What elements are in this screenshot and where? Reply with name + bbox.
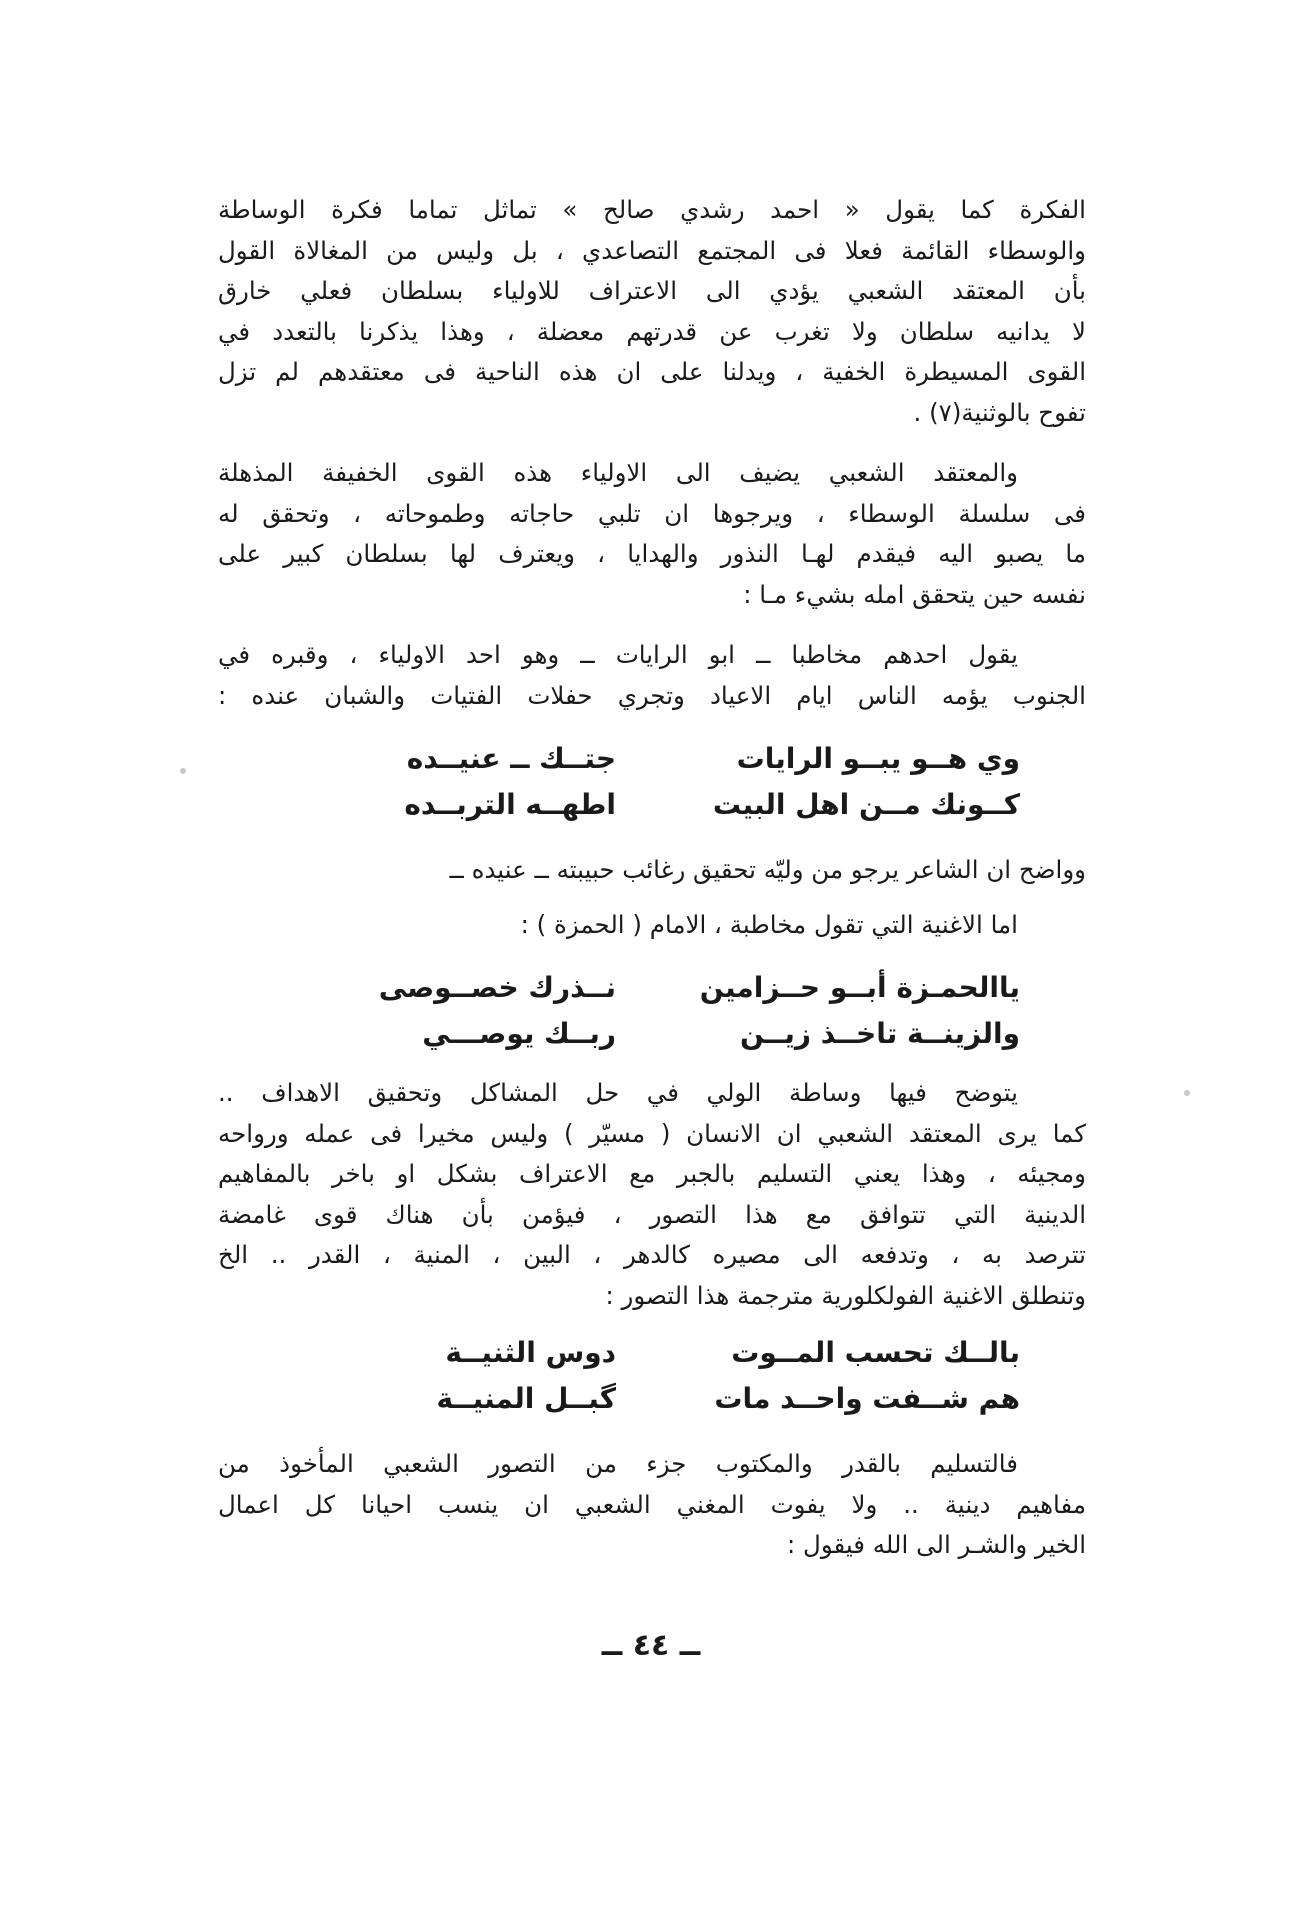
verse-hemistich: دوس الثنيــة [445, 1336, 616, 1369]
page-body [218, 190, 1086, 1566]
paragraph-6 [218, 1073, 1086, 1316]
verse-hemistich: وي هــو يبــو الرايات [736, 742, 1020, 775]
text-line: الجنوب يؤمه الناس ايام الاعياد وتجري حفلات الفتيات والشبان عنده : [218, 680, 1086, 710]
text-line: وتنطلق الاغنية الفولكلورية مترجمة هذا التصور : [605, 1280, 1086, 1310]
paragraph-4 [218, 850, 1086, 891]
text-line: لا يدانيه سلطان ولا تغرب عن قدرتهم معضلة ، وهذا يذكرنا بالتعدد في [218, 316, 1086, 346]
verse-hemistich: ياالحمـزة أبــو حــزامين [699, 971, 1020, 1004]
verse-hemistich: نــذرك خصــوصى [378, 971, 616, 1004]
text-line: فالتسليم بالقدر والمكتوب جزء من التصور الشعبي المأخوذ من [218, 1449, 1018, 1478]
text-line: الدينية التي تتوافق مع هذا التصور ، فيؤمن بأن هناك قوى غامضة [218, 1199, 1086, 1229]
text-line: القوى المسيطرة الخفية ، ويدلنا على ان هذه الناحية فى معتقدهم لم تزل [218, 357, 1086, 386]
text-line: ما يصبو اليه فيقدم لهـا النذور والهدايا ، ويعترف لها بسلطان كبير على [218, 539, 1086, 568]
text-line: ومجيئه ، وهذا يعني التسليم بالجبر مع الاعتراف بشكل او باخر بالمفاهيم [218, 1159, 1086, 1188]
text-line: كما يرى المعتقد الشعبي ان الانسان ( مسيّر ) وليس مخيرا فى عمله ورواحه [218, 1118, 1086, 1148]
paragraph-1 [218, 190, 1086, 433]
text-line: يتوضح فيها وساطة الولي في حل المشاكل وتحقيق الاهداف .. [218, 1078, 1018, 1107]
paragraph-2 [218, 453, 1086, 615]
text-line: تترصد به ، وتدفعه الى مصيره كالدهر ، البين ، المنية ، القدر .. الخ [218, 1240, 1086, 1269]
verse-hemistich: بالــك تحسب المــوت [731, 1336, 1020, 1369]
text-line: مفاهيم دينية .. ولا يفوت المغني الشعبي ان ينسب احيانا كل اعمال [218, 1489, 1086, 1519]
verse-hemistich: ربــك يوصـــي [422, 1017, 616, 1050]
text-line: وواضح ان الشاعر يرجو من وليّه تحقيق رغائب حبيبته ــ عنيده ــ [449, 855, 1086, 884]
paragraph-5 [218, 905, 1086, 946]
verse-hemistich: والزينــة تاخــذ زيــن [740, 1017, 1020, 1050]
verse-3 [218, 1330, 1086, 1424]
verse-hemistich: جتــك ــ عنيــده [406, 742, 616, 775]
verse-1 [218, 736, 1086, 830]
verse-hemistich: هم شــفت واحــد مات [714, 1382, 1020, 1415]
text-line: اما الاغنية التي تقول مخاطبة ، الامام ( الحمزة ) : [520, 909, 1018, 939]
text-line: والوسطاء القائمة فعلا فى المجتمع التصاعدي ، بل وليس من المغالاة القول [218, 235, 1086, 265]
text-line: تفوح بالوثنية(٧) . [913, 397, 1086, 427]
paragraph-7 [218, 1444, 1086, 1566]
text-line: الخير والشـر الى الله فيقول : [786, 1530, 1086, 1559]
verse-hemistich: اطهــه التربــده [404, 788, 616, 821]
text-line: الفكرة كما يقول « احمد رشدي صالح » تماثل تماما فكرة الوساطة [218, 195, 1086, 224]
text-line: نفسه حين يتحقق امله بشيء مـا : [743, 579, 1086, 609]
text-line: فى سلسلة الوسطاء ، ويرجوها ان تلبي حاجاته وطموحاته ، وتحقق له [218, 498, 1086, 528]
verse-hemistich: كــونك مــن اهل البيت [712, 788, 1020, 821]
text-line: بأن المعتقد الشعبي يؤدي الى الاعتراف للاولياء بسلطان فعلي خارق [218, 276, 1086, 305]
verse-hemistich: گبــل المنيــة [436, 1382, 616, 1415]
text-line: والمعتقد الشعبي يضيف الى الاولياء هذه القوى الخفيفة المذهلة [218, 458, 1018, 487]
page-number: ــ ٤٤ ــ [601, 1628, 701, 1663]
text-line: يقول احدهم مخاطبا ــ ابو الرايات ــ وهو احد الاولياء ، وقبره في [218, 640, 1018, 669]
paragraph-3 [218, 635, 1086, 716]
verse-2 [218, 965, 1086, 1059]
scan-speck [1184, 1090, 1190, 1096]
scan-speck [180, 768, 186, 774]
